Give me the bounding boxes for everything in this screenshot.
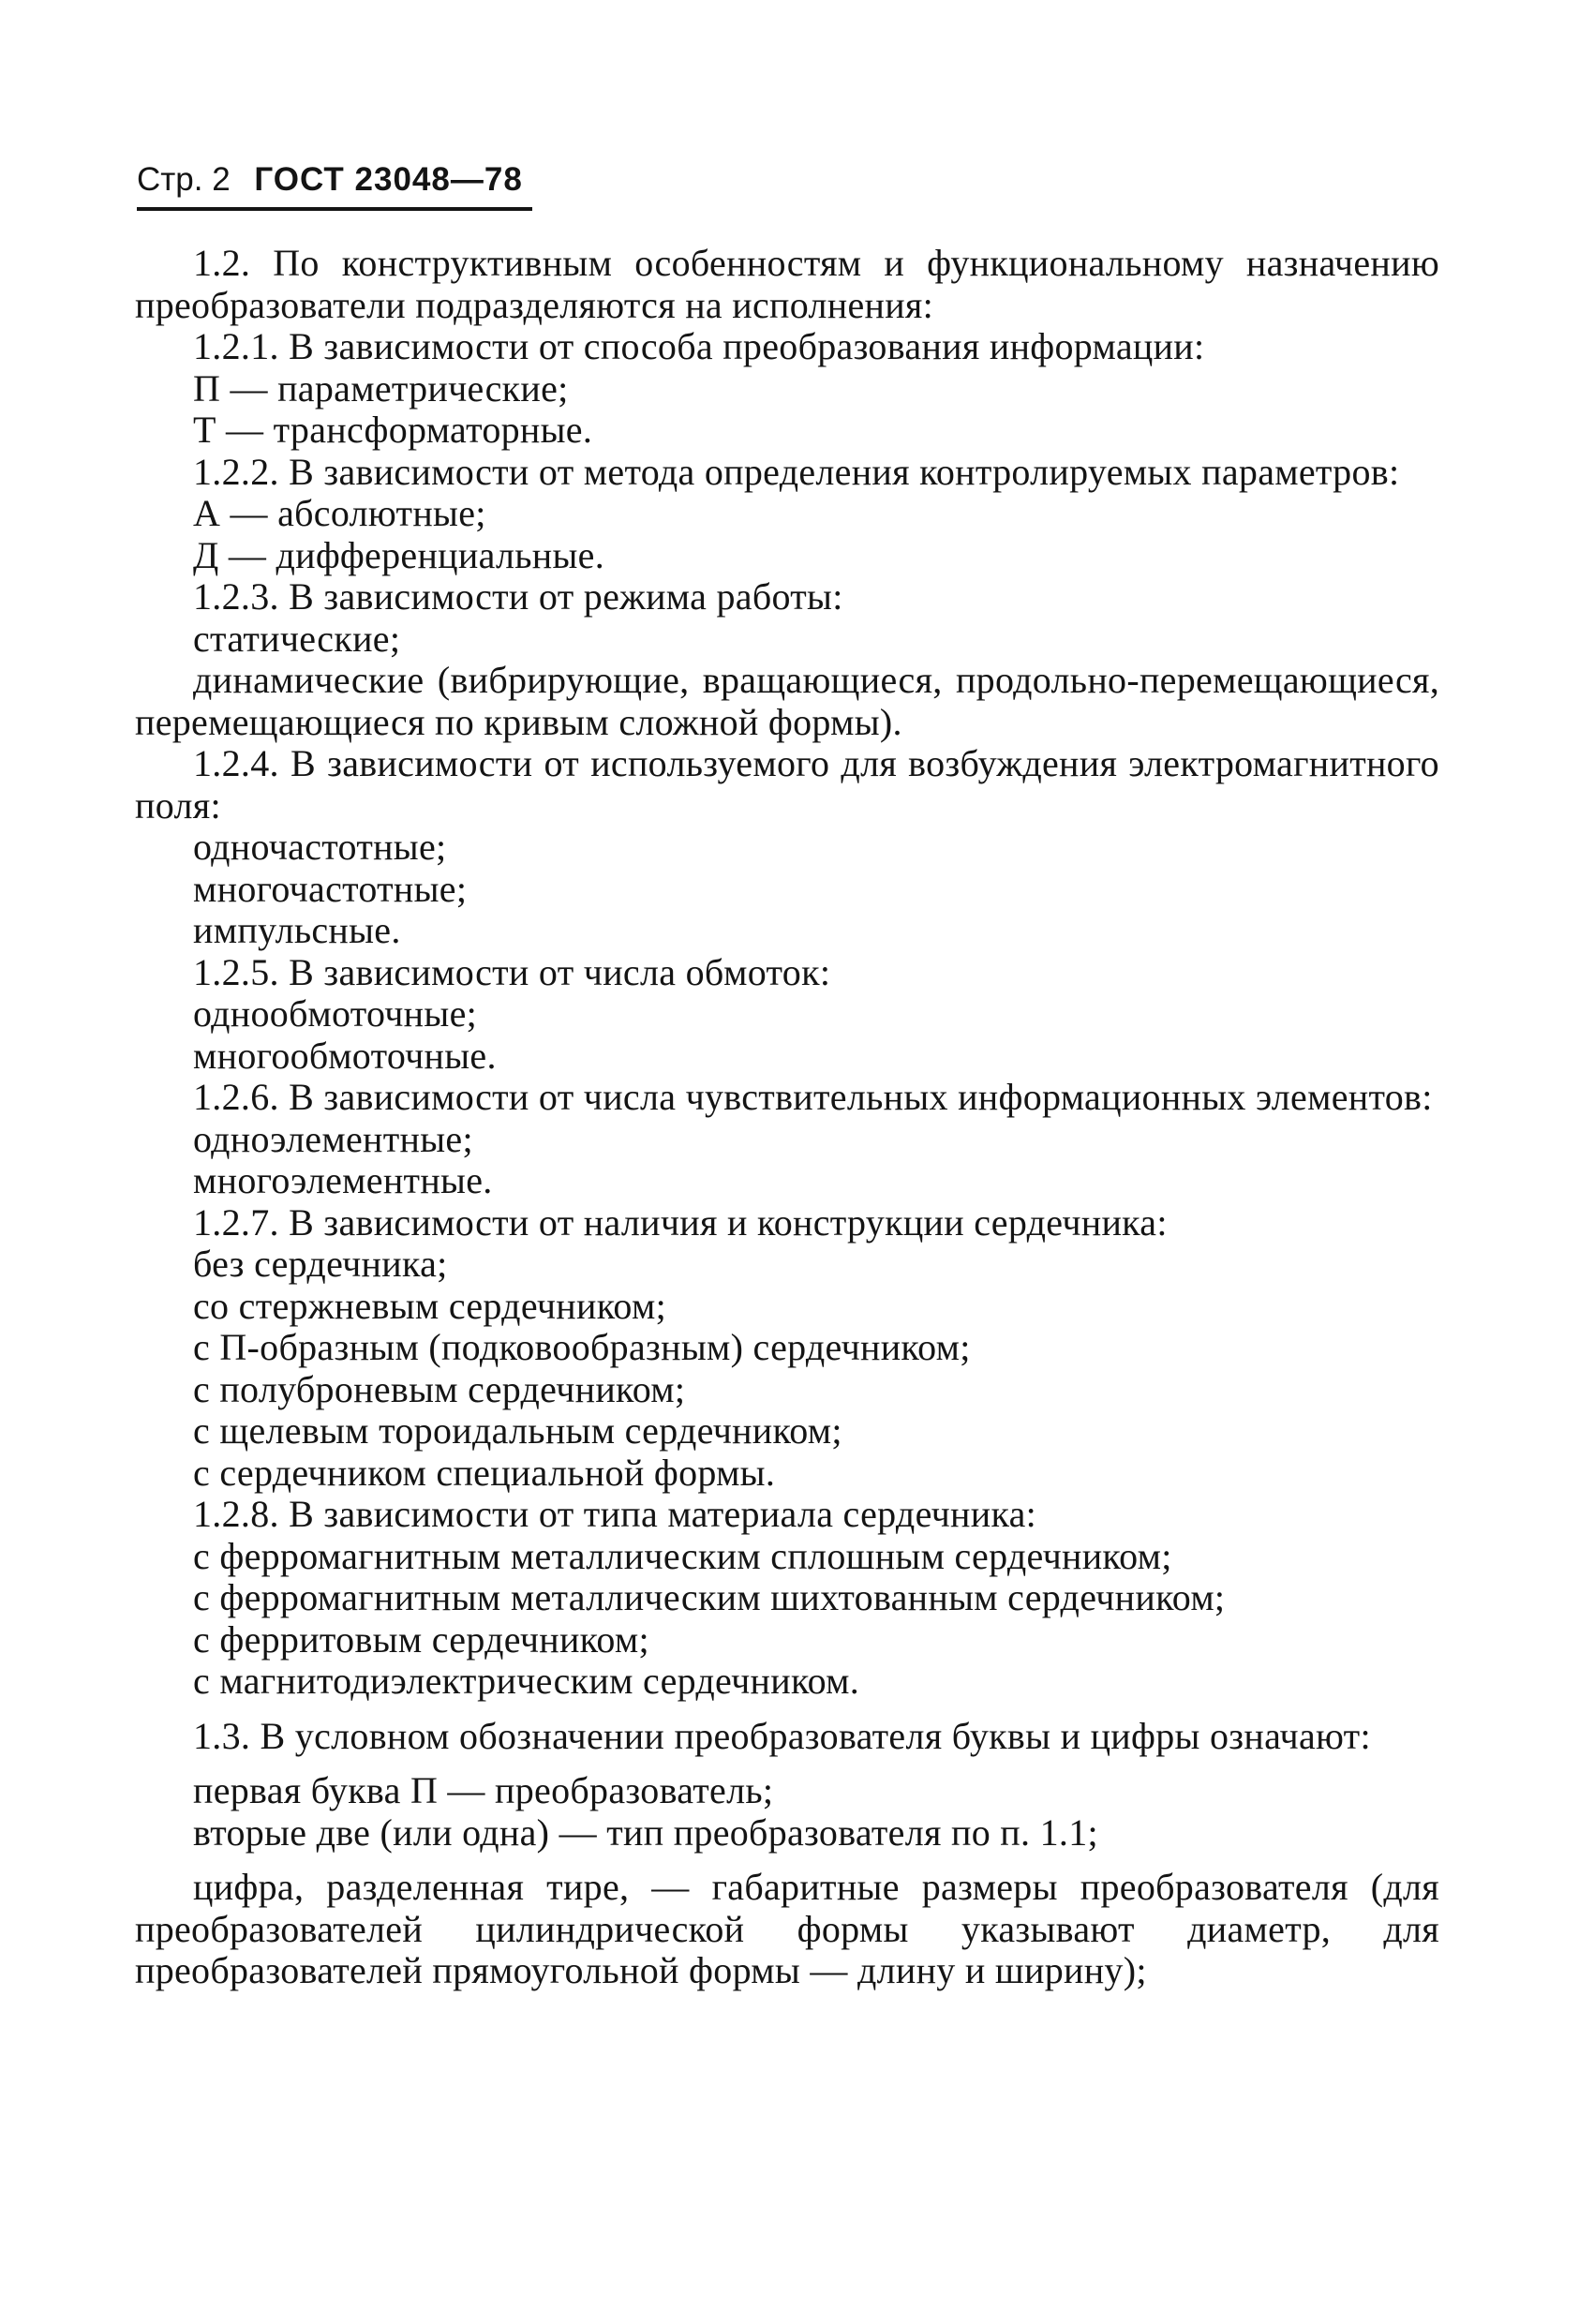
paragraph-1-2-2: 1.2.2. В зависимости от метода определения контролируемых параметров: [193, 450, 1400, 493]
list-item: однообмоточные; [193, 992, 478, 1035]
page-number-label: Стр. 2 [137, 161, 231, 198]
list-item: динамические (вибрирующие, вращающиеся, продольно-перемещающиеся, перемещающиеся по кривым сложной формы). [135, 659, 1439, 743]
list-item: с сердечником специальной формы. [193, 1451, 776, 1494]
list-item: с ферритовым сердечником; [193, 1617, 649, 1661]
list-item: цифра, разделенная тире, — габаритные размеры преобразователя (для преобразователей цилиндрической формы указывают диаметр, для преобразователей прямоугольной формы — длину и ширину); [135, 1866, 1439, 1991]
paragraph-1-2-5: 1.2.5. В зависимости от числа обмоток: [193, 950, 831, 993]
list-item: со стержневым сердечником; [193, 1284, 666, 1327]
list-item: с П-образным (подковообразным) сердечником; [193, 1326, 971, 1368]
list-item: А — абсолютные; [193, 492, 486, 534]
list-item: одноэлементные; [193, 1117, 473, 1160]
list-item: с щелевым тороидальным сердечником; [193, 1409, 842, 1452]
paragraph-1-2-6: 1.2.6. В зависимости от числа чувствительных информационных элементов: [193, 1076, 1433, 1118]
list-item: многоэлементные. [193, 1159, 493, 1201]
document-code: ГОСТ 23048—78 [254, 161, 523, 198]
page-header [137, 156, 523, 204]
paragraph-1-2-4: 1.2.4. В зависимости от используемого для возбуждения электромагнитного поля: [135, 742, 1439, 827]
paragraph-1-2-3: 1.2.3. В зависимости от режима работы: [193, 575, 843, 618]
list-item: Т — трансформаторные. [193, 409, 593, 451]
list-item: статические; [193, 617, 401, 660]
list-item: с ферромагнитным металлическим шихтованным сердечником; [193, 1576, 1226, 1618]
list-item: с магнитодиэлектрическим сердечником. [193, 1660, 860, 1702]
paragraph-1-2-8: 1.2.8. В зависимости от типа материала сердечника: [193, 1493, 1037, 1535]
document-body [135, 243, 1439, 1992]
list-item: с ферромагнитным металлическим сплошным сердечником; [193, 1534, 1172, 1577]
list-item: импульсные. [193, 909, 401, 951]
paragraph-1-2: 1.2. По конструктивным особенностям и функциональному назначению преобразователи подразделяются на исполнения: [135, 242, 1439, 326]
list-item: одночастотные; [193, 826, 447, 868]
list-item: с полуброневым сердечником; [193, 1367, 686, 1410]
list-item: многообмоточные. [193, 1034, 497, 1077]
header-underline [137, 207, 532, 211]
list-item: первая буква П — преобразователь; [193, 1769, 774, 1811]
list-item: Д — дифференциальные. [193, 533, 605, 576]
list-item: вторые две (или одна) — тип преобразователя по п. 1.1; [193, 1810, 1098, 1854]
paragraph-1-3: 1.3. В условном обозначении преобразователя буквы и цифры означают: [193, 1714, 1371, 1757]
list-item: без сердечника; [193, 1243, 448, 1285]
list-item: многочастотные; [193, 867, 468, 910]
list-item: П — параметрические; [193, 366, 569, 410]
paragraph-1-2-7: 1.2.7. В зависимости от наличия и конструкции сердечника: [193, 1200, 1168, 1244]
paragraph-1-2-1: 1.2.1. В зависимости от способа преобразования информации: [193, 325, 1205, 367]
